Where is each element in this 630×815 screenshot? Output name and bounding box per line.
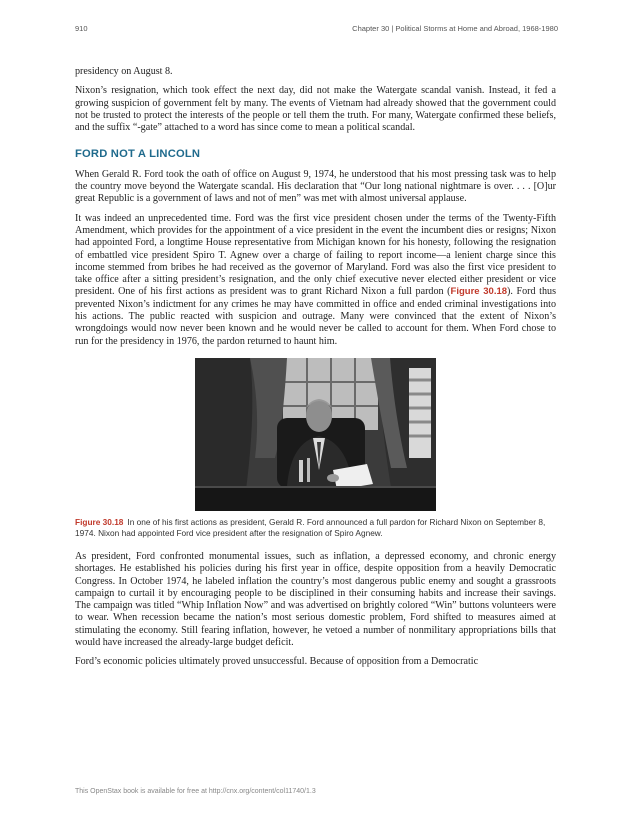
page-footer: This OpenStax book is available for free at http://cnx.org/content/col11740/1.3 — [75, 788, 316, 795]
figure-caption — [75, 517, 556, 539]
paragraph: presidency on August 8. — [75, 66, 173, 77]
figure-label: Figure 30.18 — [75, 516, 124, 527]
paragraph: As president, Ford confronted monumental issues, such as inflation, a depressed economy, and chronic energy shortages. He established his policies during his first year in office, despite opposition from a heavily Democratic Congress. In October 1974, he labeled inflation the country’s most dangerous public enemy and sought a grassroots campaign to curtail it by encouraging people to be disciplined in their consuming habits and increase their savings. The campaign was titled “Whip Inflation Now” and was advertised on brightly colored “Win” buttons volunteers were to wear. When recession became the nation’s most serious domestic problem, Ford shifted to measures aimed at stimulating the economy. Still fearing inflation, however, he vetoed a number of nonmilitary appropriations bills that would have increased the already-large budget deficit. — [75, 550, 556, 649]
photo-illustration — [195, 358, 436, 511]
paragraph: Ford’s economic policies ultimately proved unsuccessful. Because of opposition from a Democratic — [75, 656, 479, 668]
page-number: 910 — [75, 24, 88, 33]
figure-photo — [195, 358, 436, 511]
paragraph-text: ). Ford thus prevented Nixon’s indictment for any crimes he may have committed in office and ended criminal investigations into his actions. The public reacted with suspicion and outrage. Many were convinced that the extent of Nixon’s wrongdoings would now never been known and he would never be called to account for them. When Ford chose to run for the presidency in 1976, the pardon returned to haunt him. — [75, 286, 556, 347]
figure-reference-link[interactable]: Figure 30.18 — [450, 286, 508, 298]
body-text — [75, 66, 556, 676]
paragraph — [75, 213, 556, 348]
section-heading: FORD NOT A LINCOLN — [75, 148, 201, 161]
paragraph: Nixon’s resignation, which took effect the next day, did not make the Watergate scandal vanish. Instead, it fed a growing suspicion of government felt by many. The events of Vietnam had already showed that the government could not be trusted to protect the interests of the people or tell them the truth. For many, Watergate confirmed these beliefs, and the suffix “-gate” attached to a word has since come to mean a political scandal. — [75, 85, 556, 134]
chapter-title: Chapter 30 | Political Storms at Home and Abroad, 1968-1980 — [352, 24, 558, 33]
paragraph-text: It was indeed an unprecedented time. Ford was the first vice president chosen under the terms of the Twenty-Fifth Amendment, which provides for the appointment of a vice president in the event the incumbent dies or resigns; Nixon had appointed Ford, a longtime House representative from Michigan known for his honesty, following the resignation of embattled vice president Spiro T. Agnew over a charge of failing to report income—a lenient charge since this income stemmed from bribes he had received as the governor of Maryland. Ford was also the first vice president to take office after a sitting president’s resignation, and the only chief executive never elected either president or vice president. One of his first actions as president was to grant Richard Nixon a full pardon ( — [75, 212, 556, 298]
caption-text: In one of his first actions as president, Gerald R. Ford announced a full pardon for Richard Nixon on September 8, 1974. Nixon had appointed Ford vice president after the resignation of Spiro Agnew. — [75, 516, 546, 538]
figure — [75, 358, 556, 539]
paragraph: When Gerald R. Ford took the oath of office on August 9, 1974, he understood that his most pressing task was to help the country move beyond the Watergate scandal. His declaration that “Our long national nightmare is over. . . . [O]ur great Republic is a government of laws and not of men” was met with almost universal applause. — [75, 168, 556, 205]
